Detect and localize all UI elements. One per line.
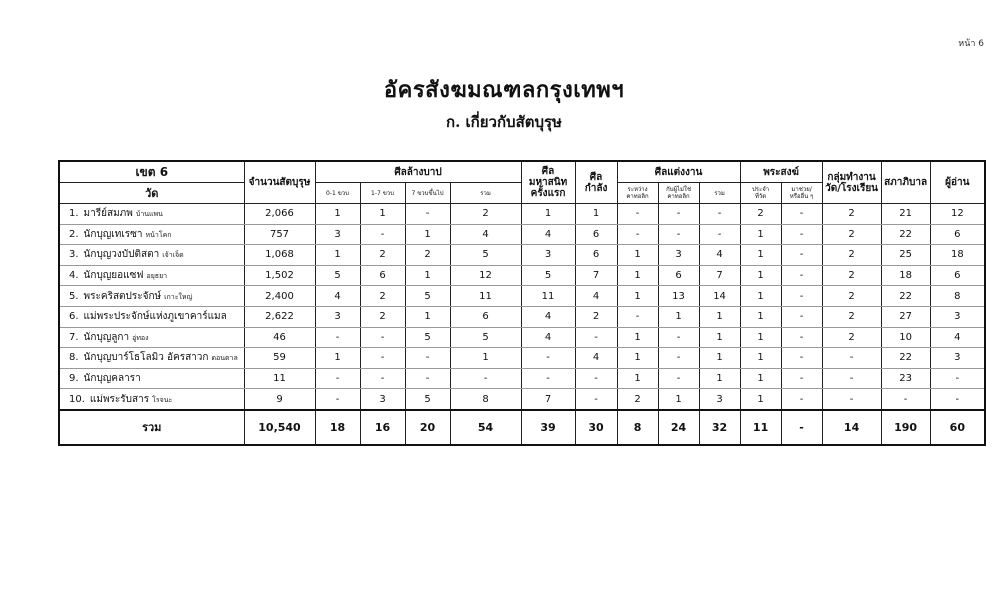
first-communion-cell: 4 [521,224,575,245]
readers-cell: - [930,368,985,389]
marriage-total-cell: 1 [699,368,740,389]
population-cell: 2,400 [244,286,315,307]
parish-name-cell [59,224,244,245]
parish-name: นักบุญยอแซฟ [83,270,144,282]
marriage-noncatholic-cell: - [658,204,699,225]
population-cell: 46 [244,327,315,348]
confirmation-cell: 7 [575,265,617,286]
marriage-noncatholic-cell: 13 [658,286,699,307]
table-row [59,389,985,410]
baptism-total-cell: 11 [450,286,521,307]
totals-readers: 60 [930,410,985,445]
priests-helper-cell: - [781,306,822,327]
parish-name-cell [59,245,244,266]
totals-row [59,410,985,445]
totals-confirmation: 30 [575,410,617,445]
council-cell: 10 [881,327,930,348]
parish-location: เจ้าเจ็ด [162,251,184,260]
marriage-total-header: รวม [699,183,740,204]
priests-resident-cell: 1 [740,245,781,266]
baptism-1-7-cell: - [360,327,405,348]
baptism-7-up-cell: 2 [405,245,450,266]
parish-location: โรจนะ [152,395,173,404]
baptism-0-1-cell: 1 [315,204,360,225]
priests-header: พระสงฆ์ [740,161,822,183]
activities-cell: - [822,389,881,410]
baptism-1-7-cell: 6 [360,265,405,286]
confirmation-cell: 6 [575,245,617,266]
row-number: 8. [69,352,79,364]
totals-label: รวม [59,410,244,445]
baptism-total-cell: 6 [450,306,521,327]
parish-name-cell [59,327,244,348]
activities-cell: 2 [822,286,881,307]
baptism-total-cell: 12 [450,265,521,286]
row-number: 2. [69,228,79,240]
baptism-1-7-header: 1-7 ขวบ [360,183,405,204]
priests-resident-cell: 1 [740,286,781,307]
table-row [59,286,985,307]
parish-name: มารีย์สมภพ [83,208,133,220]
council-cell: 18 [881,265,930,286]
priests-resident-cell: 1 [740,306,781,327]
parish-location: ดอนตาล [211,354,238,363]
marriage-catholic-cell: - [617,224,658,245]
readers-header: ผู้อ่าน [930,161,985,204]
baptism-7-up-cell: - [405,368,450,389]
marriage-catholic-cell: - [617,204,658,225]
priests-helper-header: มาช่วย/ หรืออื่น ๆ [781,183,822,204]
readers-cell: - [930,389,985,410]
activities-cell: 2 [822,306,881,327]
parish-location: เกาะใหญ่ [164,292,193,301]
table-row [59,245,985,266]
row-number: 3. [69,249,79,261]
marriage-noncatholic-cell: 1 [658,389,699,410]
parish-name: แม่พระประจักษ์แห่งภูเขาคาร์แมล [83,311,227,323]
marriage-catholic-cell: - [617,306,658,327]
baptism-1-7-cell: 2 [360,245,405,266]
table-row [59,368,985,389]
parish-location: หน้าโคก [145,230,172,239]
table-row [59,348,985,369]
marriage-catholic-cell: 1 [617,265,658,286]
readers-cell: 3 [930,348,985,369]
first-communion-cell: - [521,368,575,389]
confirmation-cell: - [575,327,617,348]
marriage-total-cell: 1 [699,327,740,348]
council-cell: 22 [881,286,930,307]
activities-cell: - [822,368,881,389]
parish-name-cell [59,265,244,286]
marriage-total-cell: - [699,224,740,245]
priests-resident-cell: 2 [740,204,781,225]
row-number: 4. [69,270,79,282]
parish-location: บ้านแพน [135,210,163,219]
activities-cell: 2 [822,245,881,266]
baptism-total-cell: 4 [450,224,521,245]
marriage-catholic-cell: 2 [617,389,658,410]
marriage-header: ศีลแต่งงาน [617,161,740,183]
totals-baptism-7-up: 20 [405,410,450,445]
baptism-0-1-cell: 5 [315,265,360,286]
baptism-total-cell: 5 [450,245,521,266]
first-communion-cell: 4 [521,327,575,348]
parish-name: แม่พระรับสาร [89,393,150,405]
baptism-1-7-cell: 2 [360,306,405,327]
marriage-noncatholic-header: กับผู้ไม่ใช่ คาทอลิก [658,183,699,204]
totals-first-communion: 39 [521,410,575,445]
priests-resident-cell: 1 [740,348,781,369]
population-cell: 9 [244,389,315,410]
priests-helper-cell: - [781,348,822,369]
baptism-1-7-cell: - [360,368,405,389]
activities-cell: - [822,348,881,369]
baptism-0-1-cell: 3 [315,224,360,245]
row-number: 7. [69,331,79,343]
council-cell: - [881,389,930,410]
council-cell: 22 [881,348,930,369]
marriage-noncatholic-cell: - [658,368,699,389]
priests-helper-cell: - [781,368,822,389]
document-title: อัครสังฆมณฑลกรุงเทพฯ [383,77,625,103]
council-cell: 23 [881,368,930,389]
totals-baptism-1-7: 16 [360,410,405,445]
baptism-0-1-cell: 1 [315,348,360,369]
baptism-1-7-cell: 2 [360,286,405,307]
baptism-total-cell: 2 [450,204,521,225]
row-number: 10. [69,393,85,405]
confirmation-cell: - [575,368,617,389]
population-cell: 1,068 [244,245,315,266]
readers-cell: 18 [930,245,985,266]
parish-name: นักบุญลูกา [83,331,130,343]
parish-name-cell [59,389,244,410]
activities-cell: 2 [822,265,881,286]
activities-cell: 2 [822,204,881,225]
confirmation-cell: 4 [575,286,617,307]
marriage-noncatholic-cell: - [658,327,699,348]
confirmation-cell: 4 [575,348,617,369]
parish-name-cell [59,286,244,307]
row-number: 5. [69,290,79,302]
priests-resident-header: ประจำ ที่วัด [740,183,781,204]
activities-cell: 2 [822,224,881,245]
totals-baptism-0-1: 18 [315,410,360,445]
first-communion-cell: 11 [521,286,575,307]
priests-helper-cell: - [781,389,822,410]
baptism-1-7-cell: - [360,348,405,369]
priests-resident-cell: 1 [740,224,781,245]
baptism-total-cell: 8 [450,389,521,410]
parish-name: นักบุญเทเรซา [83,228,143,240]
marriage-catholic-header: ระหว่าง คาทอลิก [617,183,658,204]
marriage-total-cell: 7 [699,265,740,286]
statistics-table [58,160,986,446]
priests-helper-cell: - [781,286,822,307]
population-cell: 59 [244,348,315,369]
confirmation-cell: - [575,389,617,410]
population-cell: 11 [244,368,315,389]
baptism-7-up-cell: 5 [405,389,450,410]
totals-activities: 14 [822,410,881,445]
table-row [59,306,985,327]
first-communion-cell: - [521,348,575,369]
row-number: 6. [69,311,79,323]
baptism-1-7-cell: 3 [360,389,405,410]
priests-helper-cell: - [781,204,822,225]
parish-name-cell [59,368,244,389]
totals-marriage-total: 32 [699,410,740,445]
table-row [59,265,985,286]
row-number: 1. [69,208,79,220]
parish-name: นักบุญคลารา [83,373,141,385]
baptism-0-1-cell: - [315,327,360,348]
totals-marriage-noncatholic: 24 [658,410,699,445]
parish-name-cell [59,306,244,327]
totals-baptism-total: 54 [450,410,521,445]
row-number: 9. [69,373,79,385]
table-body [59,204,985,410]
first-communion-cell: 7 [521,389,575,410]
document-subtitle: ก. เกี่ยวกับสัตบุรุษ [446,113,562,131]
priests-resident-cell: 1 [740,265,781,286]
baptism-7-up-cell: 5 [405,286,450,307]
marriage-total-cell: - [699,204,740,225]
district-header: เขต 6 [59,161,244,183]
marriage-total-cell: 1 [699,348,740,369]
readers-cell: 6 [930,224,985,245]
confirmation-cell: 2 [575,306,617,327]
readers-cell: 8 [930,286,985,307]
baptism-7-up-cell: 5 [405,327,450,348]
marriage-total-cell: 3 [699,389,740,410]
council-cell: 21 [881,204,930,225]
readers-cell: 6 [930,265,985,286]
parish-name: นักบุญบาร์โธโลมิว อัครสาวก [83,352,209,364]
baptism-7-up-cell: 1 [405,306,450,327]
baptism-0-1-cell: - [315,389,360,410]
marriage-catholic-cell: 1 [617,368,658,389]
population-cell: 757 [244,224,315,245]
activities-header: กลุ่มทำงาน วัด/โรงเรียน [822,161,881,204]
baptism-total-cell: 5 [450,327,521,348]
baptism-0-1-cell: 3 [315,306,360,327]
marriage-catholic-cell: 1 [617,348,658,369]
priests-helper-cell: - [781,327,822,348]
parish-location: อู่ทอง [132,333,149,342]
first-communion-cell: 3 [521,245,575,266]
priests-resident-cell: 1 [740,327,781,348]
table-row [59,327,985,348]
council-cell: 25 [881,245,930,266]
totals-marriage-catholic: 8 [617,410,658,445]
parish-location: อยุธยา [146,272,168,281]
baptism-header: ศีลล้างบาป [315,161,521,183]
population-header: จำนวนสัตบุรุษ [244,161,315,204]
parish-header: วัด [59,183,244,204]
baptism-0-1-cell: 4 [315,286,360,307]
marriage-catholic-cell: 1 [617,245,658,266]
council-header: สภาภิบาล [881,161,930,204]
readers-cell: 4 [930,327,985,348]
marriage-noncatholic-cell: 3 [658,245,699,266]
baptism-7-up-cell: - [405,204,450,225]
first-communion-header: ศีล มหาสนิท ครั้งแรก [521,161,575,204]
marriage-noncatholic-cell: 6 [658,265,699,286]
priests-helper-cell: - [781,224,822,245]
baptism-total-cell: - [450,368,521,389]
parish-name: พระคริสตประจักษ์ [83,290,162,302]
first-communion-cell: 5 [521,265,575,286]
priests-resident-cell: 1 [740,368,781,389]
activities-cell: 2 [822,327,881,348]
confirmation-cell: 1 [575,204,617,225]
marriage-total-cell: 14 [699,286,740,307]
marriage-noncatholic-cell: - [658,224,699,245]
totals-priests-resident: 11 [740,410,781,445]
page-number: หน้า 6 [958,39,984,49]
priests-helper-cell: - [781,245,822,266]
baptism-0-1-header: 0-1 ขวบ [315,183,360,204]
table-row [59,204,985,225]
council-cell: 22 [881,224,930,245]
population-cell: 1,502 [244,265,315,286]
baptism-7-up-cell: 1 [405,224,450,245]
marriage-noncatholic-cell: - [658,348,699,369]
readers-cell: 12 [930,204,985,225]
marriage-catholic-cell: 1 [617,327,658,348]
baptism-7-up-cell: 1 [405,265,450,286]
first-communion-cell: 4 [521,306,575,327]
parish-name: นักบุญวงบัปติสตา [83,249,160,261]
baptism-total-cell: 1 [450,348,521,369]
marriage-noncatholic-cell: 1 [658,306,699,327]
parish-name-cell [59,348,244,369]
totals-population: 10,540 [244,410,315,445]
confirmation-header: ศีล กำลัง [575,161,617,204]
totals-priests-helper: - [781,410,822,445]
population-cell: 2,066 [244,204,315,225]
confirmation-cell: 6 [575,224,617,245]
marriage-total-cell: 1 [699,306,740,327]
priests-resident-cell: 1 [740,389,781,410]
readers-cell: 3 [930,306,985,327]
population-cell: 2,622 [244,306,315,327]
baptism-total-header: รวม [450,183,521,204]
baptism-0-1-cell: - [315,368,360,389]
baptism-0-1-cell: 1 [315,245,360,266]
totals-council: 190 [881,410,930,445]
baptism-1-7-cell: 1 [360,204,405,225]
baptism-7-up-cell: - [405,348,450,369]
parish-name-cell [59,204,244,225]
table-row [59,224,985,245]
first-communion-cell: 1 [521,204,575,225]
marriage-catholic-cell: 1 [617,286,658,307]
baptism-7-up-header: 7 ขวบขึ้นไป [405,183,450,204]
council-cell: 27 [881,306,930,327]
baptism-1-7-cell: - [360,224,405,245]
priests-helper-cell: - [781,265,822,286]
marriage-total-cell: 4 [699,245,740,266]
